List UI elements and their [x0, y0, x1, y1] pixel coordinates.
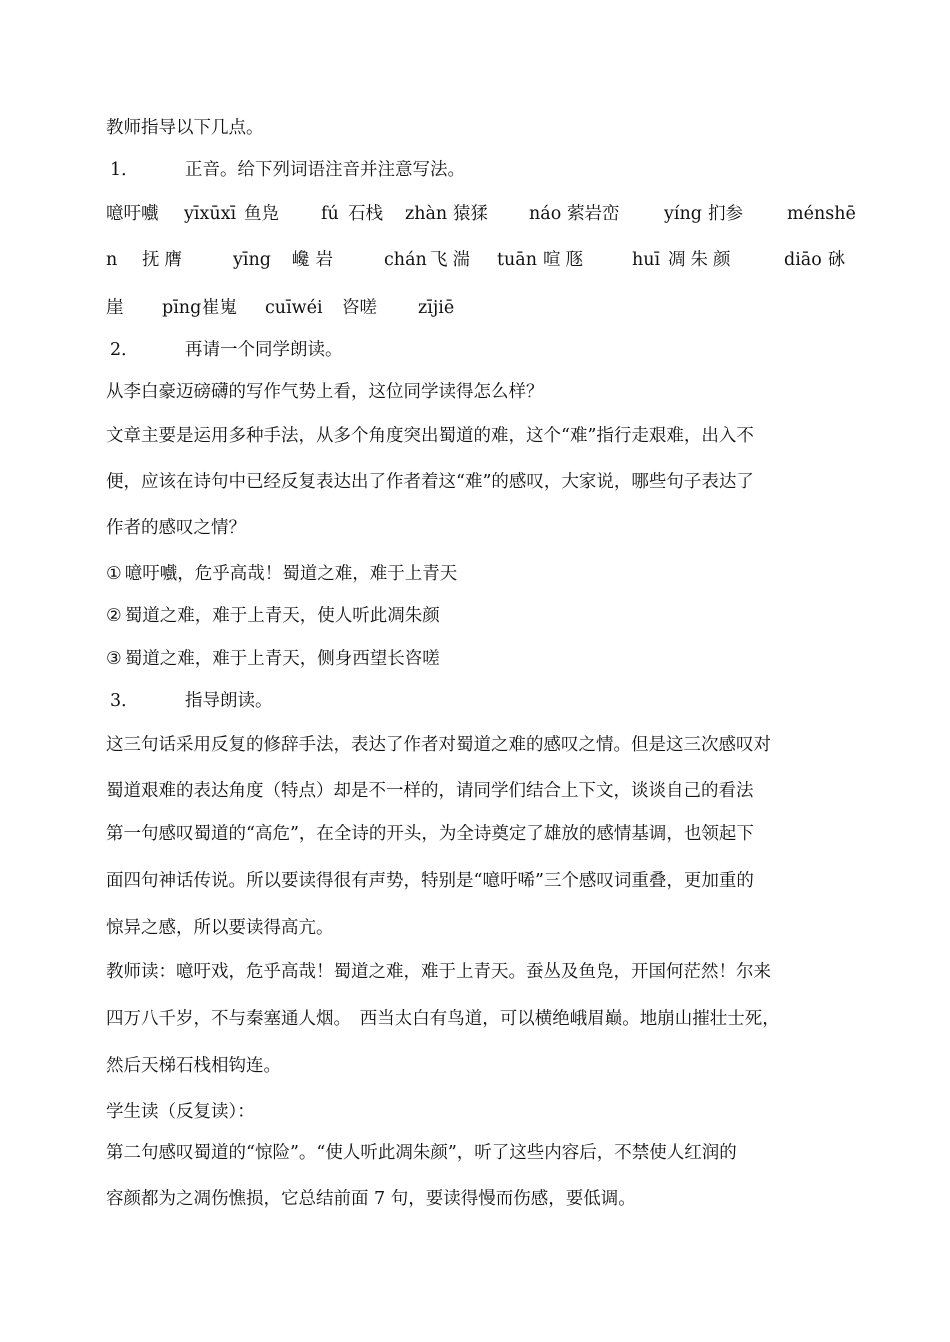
- item-2-text: 再请一个同学朗读。: [185, 340, 343, 360]
- pinyin: yīng: [233, 250, 271, 270]
- word: 喧豗: [543, 250, 588, 270]
- word: 飞湍: [430, 250, 475, 270]
- item-3-text: 指导朗读。: [185, 691, 273, 711]
- word: 凋朱颜: [668, 250, 736, 270]
- pinyin: zhàn: [405, 204, 448, 224]
- item-1-number: 1．: [110, 160, 139, 180]
- list-item: [106, 562, 457, 586]
- word: 抚膺: [142, 250, 187, 270]
- pinyin: tuān: [497, 250, 538, 270]
- list-marker: ①: [106, 564, 122, 584]
- paragraph-line: 容颜都为之凋伤憔损，它总结前面 7 句，要读得慢而伤感，要低调。: [106, 1189, 636, 1209]
- paragraph-line: 然后天梯石栈相钩连。: [106, 1056, 281, 1076]
- paragraph-line: 文章主要是运用多种手法，从多个角度突出蜀道的难，这个“难”指行走艰难，出入不: [106, 426, 754, 446]
- question-line: 从李白豪迈磅礴的写作气势上看，这位同学读得怎么样？: [106, 382, 544, 402]
- paragraph-line: 便，应该在诗句中已经反复表达出了作者着这“难”的感叹，大家说，哪些句子表达了: [106, 472, 754, 492]
- word: 扪参: [708, 204, 743, 224]
- pinyin: n: [106, 250, 118, 270]
- pinyin: fú: [321, 204, 339, 224]
- pinyin: yíng: [664, 204, 702, 224]
- list-marker: ③: [106, 649, 122, 669]
- pinyin: huī: [632, 250, 661, 270]
- list-item: [106, 647, 440, 671]
- pinyin: chán: [384, 250, 427, 270]
- pinyin: náo: [529, 204, 562, 224]
- pinyin: diāo: [784, 250, 822, 270]
- list-text: 蜀道之难，难于上青天，使人听此凋朱颜: [124, 606, 440, 626]
- paragraph-line: 四万八千岁，不与秦塞通人烟。 西当太白有鸟道，可以横绝峨眉巅。地崩山摧壮士死，: [106, 1009, 780, 1029]
- word: 噫吁嚱: [106, 204, 159, 224]
- word: 巉岩: [292, 250, 339, 270]
- pinyin: yīxūxī: [184, 204, 237, 224]
- list-text: 蜀道之难，难于上青天，侧身西望长咨嗟: [124, 649, 440, 669]
- item-1-text: 正音。给下列词语注音并注意写法。: [185, 160, 465, 180]
- student-read-line: 学生读（反复读）：: [106, 1102, 255, 1122]
- list-marker: ②: [106, 606, 122, 626]
- word: 崔嵬: [202, 298, 237, 318]
- list-text: 噫吁嚱，危乎高哉！蜀道之难，难于上青天: [124, 564, 458, 584]
- paragraph-line: 这三句话采用反复的修辞手法，表达了作者对蜀道之难的感叹之情。但是这三次感叹对: [106, 735, 771, 755]
- word: 崖: [106, 298, 124, 318]
- pinyin: zījiē: [418, 298, 455, 318]
- paragraph-line: 第二句感叹蜀道的“惊险”。“使人听此凋朱颜”，听了这些内容后，不禁使人红润的: [106, 1143, 737, 1163]
- word: 鱼凫: [244, 204, 279, 224]
- paragraph-line: 第一句感叹蜀道的“高危”，在全诗的开头，为全诗奠定了雄放的感情基调，也领起下: [106, 824, 754, 844]
- list-item: [106, 604, 440, 628]
- word: 萦岩峦: [567, 204, 620, 224]
- item-3-number: 3．: [110, 691, 139, 711]
- paragraph-line: 面四句神话传说。所以要读得很有声势，特别是“噫吁唏”三个感叹词重叠，更加重的: [106, 871, 754, 891]
- word: 猿猱: [453, 204, 488, 224]
- paragraph-line: 教师读：噫吁戏，危乎高哉！蜀道之难，难于上青天。蚕丛及鱼凫，开国何茫然！尔来: [106, 962, 771, 982]
- intro-line: 教师指导以下几点。: [106, 118, 264, 138]
- word: 咨嗟: [342, 298, 377, 318]
- paragraph-line: 作者的感叹之情？: [106, 518, 246, 538]
- item-2-number: 2．: [110, 340, 139, 360]
- paragraph-line: 蜀道艰难的表达角度（特点）却是不一样的，请同学们结合上下文，谈谈自己的看法: [106, 781, 754, 801]
- pinyin: ménshē: [787, 204, 856, 224]
- word: 砯: [828, 250, 846, 270]
- word: 石栈: [348, 204, 383, 224]
- pinyin: cuīwéi: [265, 298, 323, 318]
- pinyin: pīng: [162, 298, 202, 318]
- paragraph-line: 惊异之感，所以要读得高亢。: [106, 918, 334, 938]
